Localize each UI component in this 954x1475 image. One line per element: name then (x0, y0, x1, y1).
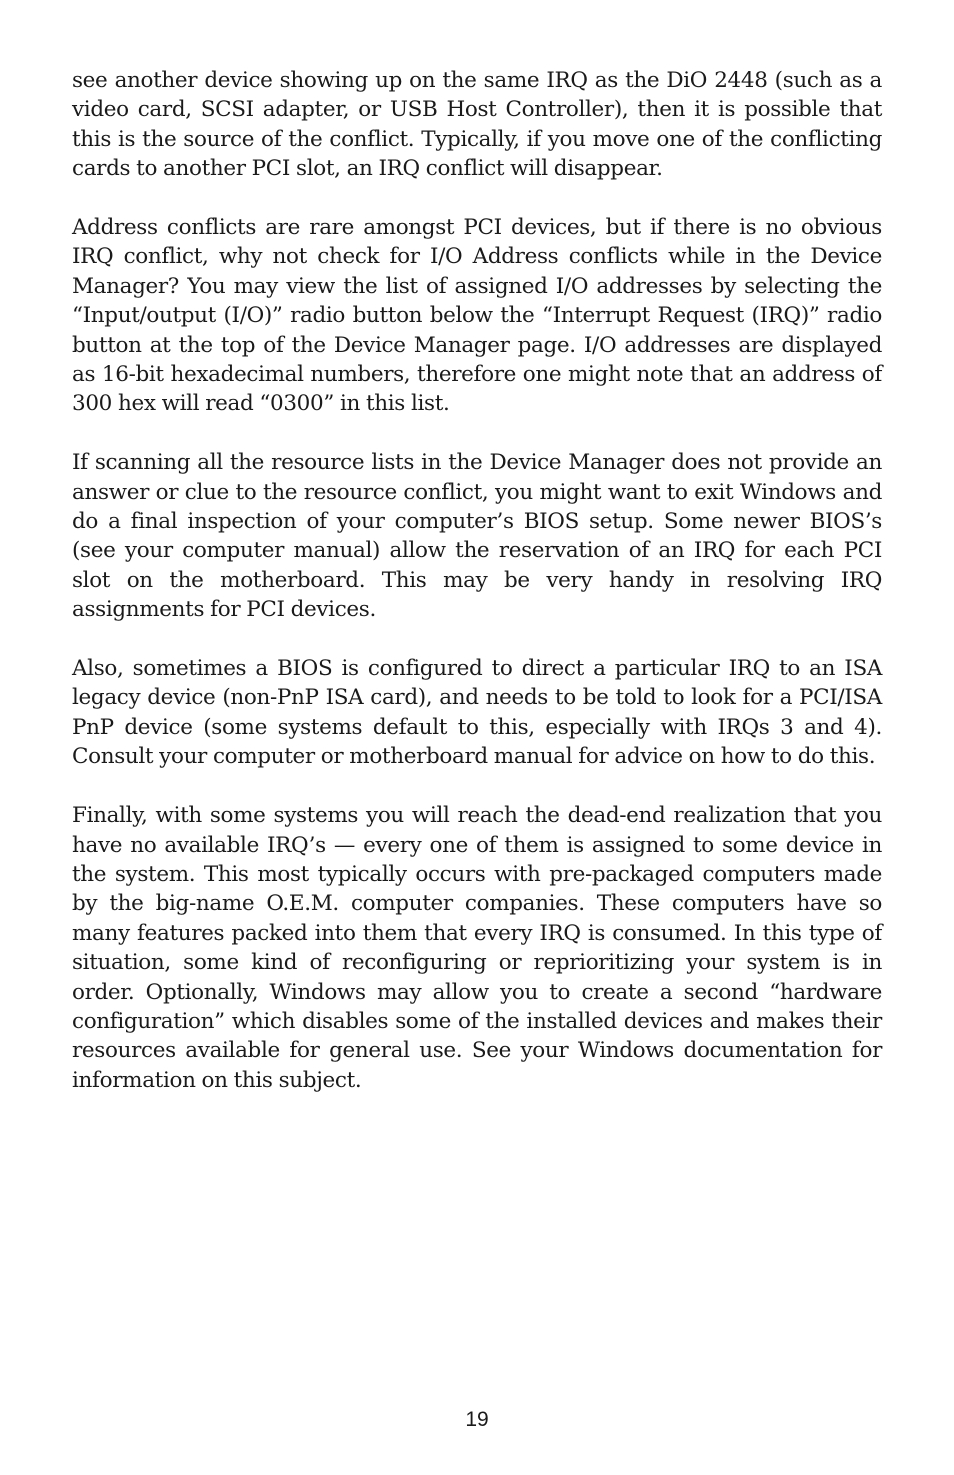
page-body (72, 66, 882, 1125)
paragraph-irq-conflict: see another device showing up on the same IRQ as the DiO 2448 (such as a video card, SCSI adapter, or USB Host Controller), then it is possible that this is the source of the conflict. Typically, if you move one of the conflicting cards to another PCI slot, an IRQ conflict will disappear. (72, 68, 882, 182)
paragraph-address-conflicts: Address conflicts are rare amongst PCI devices, but if there is no obvious IRQ conflict, why not check for I/O Address conflicts while in the Device Manager? You may view the list of assigned I/O addresses by selecting the “Input/output (I/O)” radio button below the “Interrupt Request (IRQ)” radio button at the top of the Device Manager page. I/O addresses are displayed as 16-bit hexadecimal numbers, therefore one might note that an address of 300 hex will read “0300” in this list. (72, 215, 882, 417)
page-number: 19 (465, 1408, 489, 1431)
paragraph-isa-legacy: Also, sometimes a BIOS is configured to direct a particular IRQ to an ISA legacy device (non-PnP ISA card), and needs to be told to look for a PCI/ISA PnP device (some systems default to this, especially with IRQs 3 and 4). Consult your computer or motherboard manual for advice on how to do this. (72, 656, 882, 770)
paragraph-bios-setup: If scanning all the resource lists in the Device Manager does not provide an answer or clue to the resource conflict, you might want to exit Windows and do a final inspection of your computer’s BIOS setup. Some newer BIOS’s (see your computer manual) allow the reservation of an IRQ for each PCI slot on the motherboard. This may be very handy in resolving IRQ assignments for PCI devices. (72, 450, 882, 623)
paragraph-no-available-irq: Finally, with some systems you will reach the dead-end realization that you have no available IRQ’s — every one of them is assigned to some device in the system. This most typically occurs with pre-packaged computers made by the big-name O.E.M. computer companies. These computers have so many features packed into them that every IRQ is consumed. In this type of situation, some kind of reconfiguring or reprioritizing your system is in order. Optionally, Windows may allow you to create a second “hardware configuration” which disables some of the installed devices and makes their resources available for general use. See your Windows documentation for information on this subject. (72, 803, 882, 1093)
